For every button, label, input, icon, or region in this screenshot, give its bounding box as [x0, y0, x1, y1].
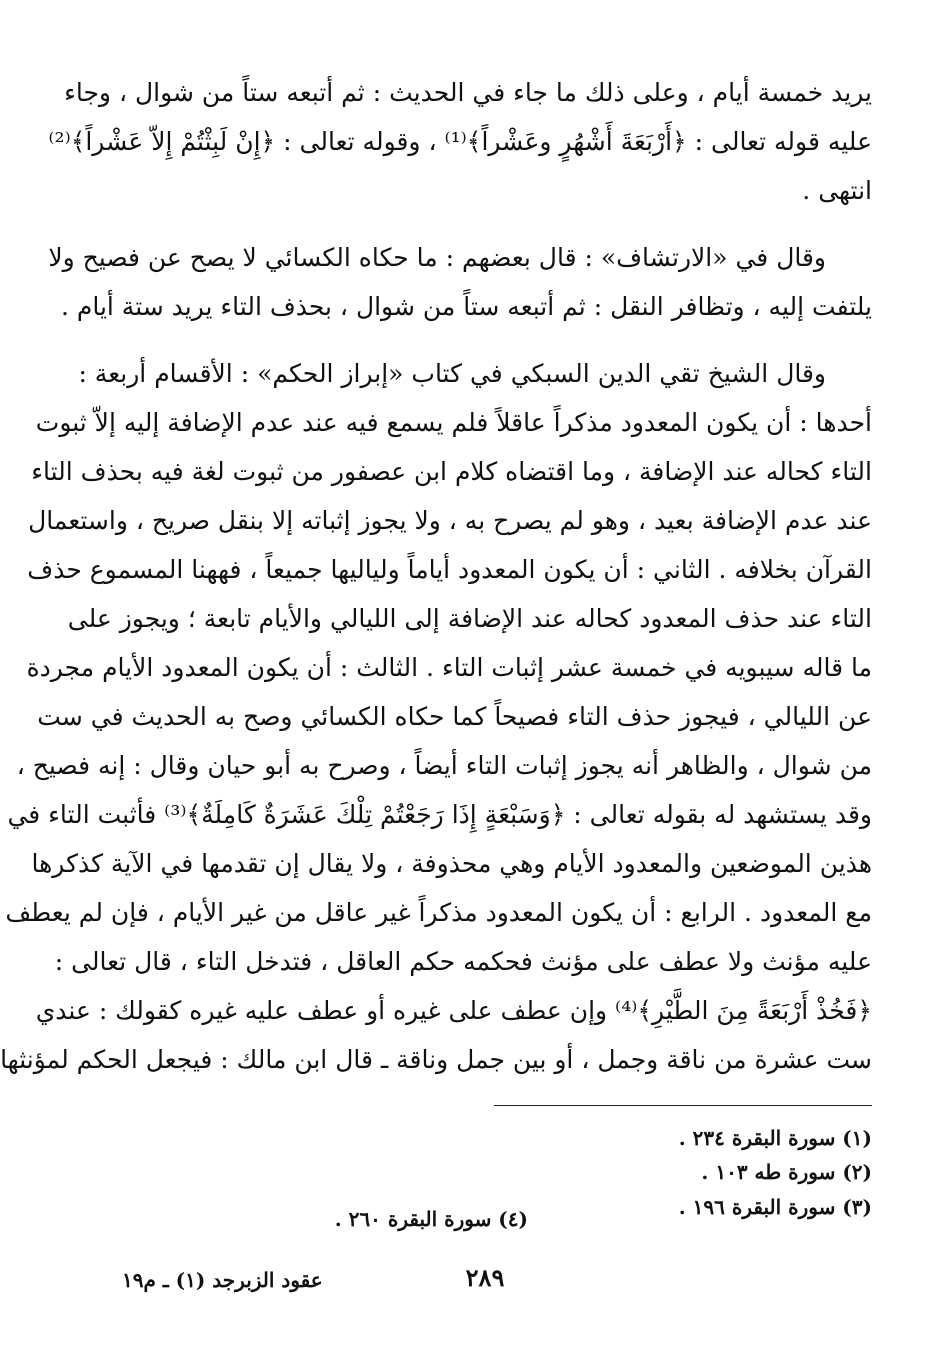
footnote-1: (١) سورة البقرة ٢٣٤ .	[678, 1126, 872, 1150]
paragraph-1	[48, 68, 872, 215]
text-line: عليه مؤنث ولا عطف على مؤنث فحكمه حكم العاقل ، فتدخل التاء ، قال تعالى :	[54, 947, 872, 976]
text-line: وقال في «الارتشاف» : قال بعضهم : ما حكاه الكسائي لا يصح عن فصيح ولا	[48, 243, 826, 272]
text-line: ما قاله سيبويه في خمسة عشر إثبات التاء . الثالث : أن يكون المعدود الأيام مجردة	[26, 653, 872, 682]
text-line: التاء عند حذف المعدود كحاله عند الإضافة إلى الليالي والأيام تابعة ؛ ويجوز على	[67, 604, 872, 633]
text-line: القرآن بخلافه . الثاني : أن يكون المعدود أياماً ولياليها جميعاً ، فههنا المسموع حذف	[27, 555, 872, 584]
footnote-3: (٣) سورة البقرة ١٩٦ .	[678, 1195, 872, 1219]
text-line: من شوال ، والظاهر أنه يجوز إثبات التاء أيضاً ، وصرح به أبو حيان وقال : إنه فصيح ،	[16, 751, 872, 780]
text-line: وقد يستشهد له بقوله تعالى : ﴿وَسَبْعَةٍ إِذَا رَجَعْتُمْ تِلْكَ عَشَرَةٌ كَامِلَةٌ﴾⁽³⁾ فأثبت التاء في	[7, 800, 872, 829]
text-line: هذين الموضعين والمعدود الأيام وهي محذوفة ، ولا يقال إن تقدمها في الآية كذكرها	[31, 849, 872, 878]
paragraph-2	[48, 233, 872, 331]
paragraph-3	[0, 349, 872, 1084]
footnote-4: (٤) سورة البقرة ٢٦٠ .	[334, 1207, 528, 1231]
text-line: يلتفت إليه ، وتظافر النقل : ثم أتبعه ستاً من شوال ، بحذف التاء يريد ستة أيام .	[60, 292, 872, 321]
text-line: ست عشرة من ناقة وجمل ، أو بين جمل وناقة ـ قال ابن مالك : فيجعل الحكم لمؤنثها	[0, 1045, 872, 1074]
text-line: التاء كحاله عند الإضافة ، وما اقتضاه كلام ابن عصفور من ثبوت لغة فيه بحذف التاء	[31, 457, 872, 486]
print-signature: عقود الزبرجد (١) ـ م١٩	[122, 1268, 323, 1292]
text-line: عن الليالي ، فيجوز حذف التاء فصيحاً كما حكاه الكسائي وصح به الحديث في ست	[37, 702, 872, 731]
footnote-2: (٢) سورة طه ١٠٣ .	[701, 1160, 872, 1184]
text-line: يريد خمسة أيام ، وعلى ذلك ما جاء في الحديث : ثم أتبعه ستاً من شوال ، وجاء	[64, 78, 872, 107]
page-number: ٢٨٩	[465, 1263, 505, 1292]
text-line: انتهى .	[802, 176, 872, 205]
text-line: مع المعدود . الرابع : أن يكون المعدود مذكراً غير عاقل من غير الأيام ، فإن لم يعطف	[5, 898, 872, 927]
text-line: ﴿فَخُذْ أَرْبَعَةً مِنَ الطَّيْرِ﴾⁽⁴⁾ وإن عطف على غيره أو عطف عليه غيره كقولك : عندي	[35, 996, 872, 1025]
text-line: عليه قوله تعالى : ﴿أَرْبَعَةَ أَشْهُرٍ وعَشْراً﴾⁽¹⁾ ، وقوله تعالى : ﴿إِنْ لَبِثْتُمْ إِلاّ عَشْراً﴾⁽²⁾	[48, 127, 872, 156]
text-line: وقال الشيخ تقي الدين السبكي في كتاب «إبراز الحكم» : الأقسام أربعة :	[78, 359, 826, 388]
text-line: عند عدم الإضافة بعيد ، وهو لم يصرح به ، ولا يجوز إثباته إلا بنقل صريح ، واستعمال	[28, 506, 872, 535]
text-line: أحدها : أن يكون المعدود مذكراً عاقلاً فلم يسمع فيه عند عدم الإضافة إليه إلاّ ثبوت	[35, 408, 872, 437]
footnote-divider	[494, 1105, 872, 1106]
